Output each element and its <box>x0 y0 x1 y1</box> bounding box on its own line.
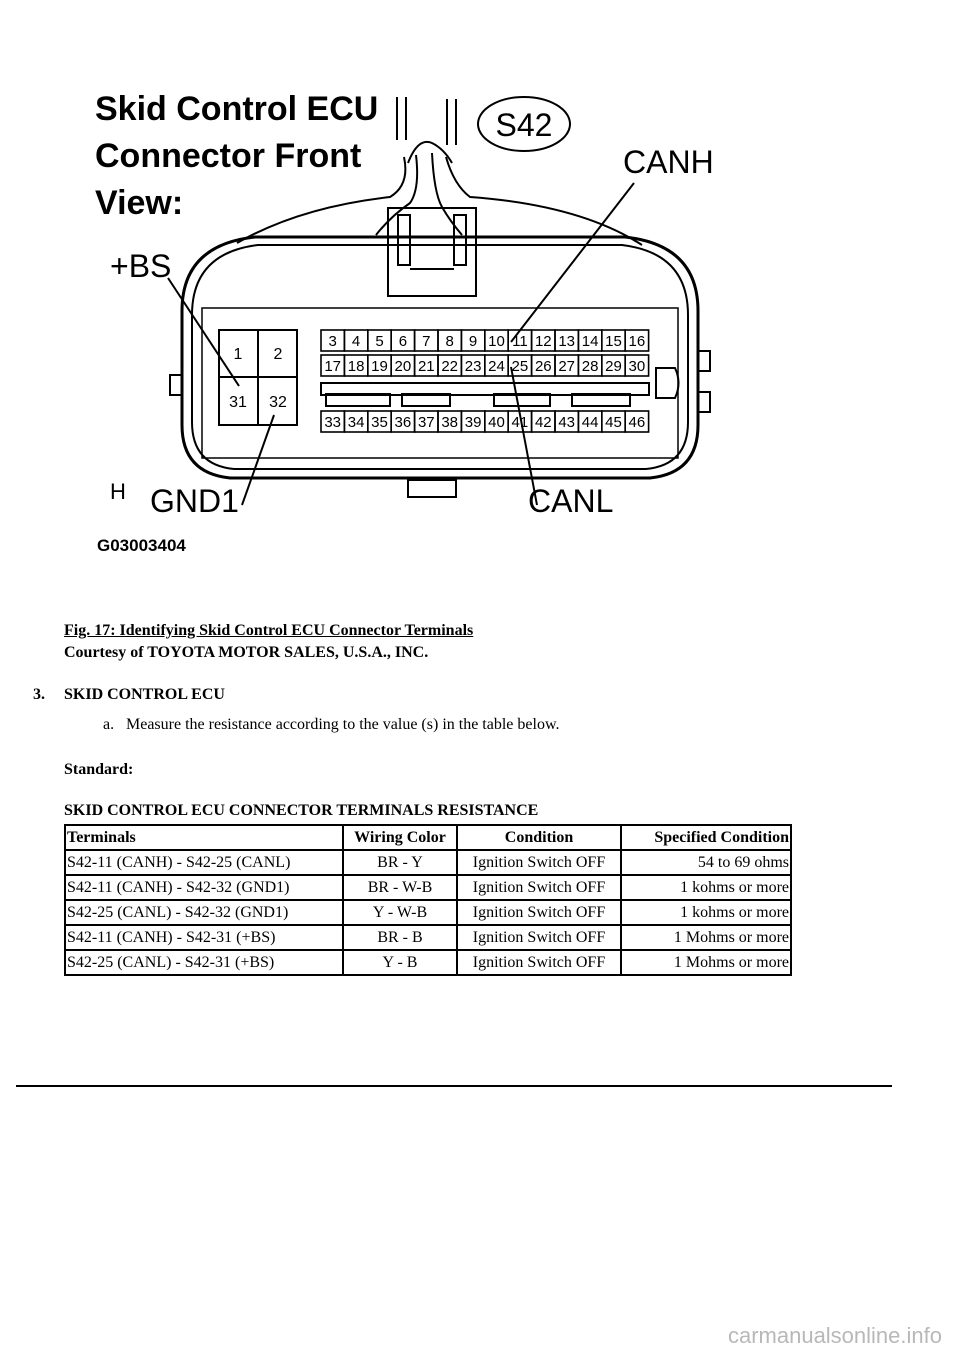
terminal-2: 2 <box>273 346 283 363</box>
terminal-9: 9 <box>468 333 478 350</box>
header-terminals: Terminals <box>65 825 343 850</box>
terminal-1: 1 <box>233 346 243 363</box>
callout-gnd1: GND1 <box>150 483 239 519</box>
cell-wiring-color: Y - W-B <box>343 900 457 925</box>
cell-terminals: S42-25 (CANL) - S42-31 (+BS) <box>65 950 343 975</box>
terminal-30: 30 <box>628 358 646 375</box>
terminal-17: 17 <box>324 358 342 375</box>
terminal-34: 34 <box>347 414 365 431</box>
terminal-35: 35 <box>371 414 388 431</box>
cell-specified-condition: 1 Mohms or more <box>621 925 791 950</box>
table-row <box>65 850 791 875</box>
diagram-title-line-3: View: <box>95 184 184 222</box>
bottom-divider <box>16 1085 892 1087</box>
table-header-row <box>65 825 791 850</box>
terminal-8: 8 <box>445 333 454 350</box>
terminal-22: 22 <box>441 358 459 375</box>
cell-terminals: S42-11 (CANH) - S42-31 (+BS) <box>65 925 343 950</box>
graphic-code: G03003404 <box>97 536 186 555</box>
big-terminal-block <box>219 330 297 425</box>
terminal-37: 37 <box>417 414 435 431</box>
terminal-4: 4 <box>351 333 361 350</box>
terminal-46: 46 <box>628 414 646 431</box>
terminal-27: 27 <box>558 358 576 375</box>
table-row <box>65 925 791 950</box>
connector-id-label: S42 <box>495 107 553 143</box>
terminal-25: 25 <box>511 358 529 375</box>
terminal-6: 6 <box>398 333 408 350</box>
cell-wiring-color: BR - Y <box>343 850 457 875</box>
terminal-7: 7 <box>422 333 431 350</box>
terminal-43: 43 <box>558 414 576 431</box>
cell-specified-condition: 54 to 69 ohms <box>621 850 791 875</box>
substep-text: Measure the resistance according to the value (s) in the table below. <box>126 716 560 733</box>
terminal-20: 20 <box>394 358 412 375</box>
substep-label: a. <box>103 716 115 733</box>
terminal-31: 31 <box>229 394 247 411</box>
header-specified-condition: Specified Condition <box>621 825 791 850</box>
terminal-39: 39 <box>464 414 482 431</box>
cell-condition: Ignition Switch OFF <box>457 875 621 900</box>
terminal-36: 36 <box>394 414 412 431</box>
connector-diagram <box>90 85 730 565</box>
terminal-21: 21 <box>417 358 435 375</box>
terminal-32: 32 <box>269 394 287 411</box>
terminal-row-lower <box>321 411 649 432</box>
callout-bs: +BS <box>110 248 172 284</box>
terminal-3: 3 <box>328 333 337 350</box>
h-mark: H <box>110 479 126 504</box>
cell-condition: Ignition Switch OFF <box>457 850 621 875</box>
cell-specified-condition: 1 Mohms or more <box>621 950 791 975</box>
watermark: carmanualsonline.info <box>727 1323 942 1348</box>
table-title: SKID CONTROL ECU CONNECTOR TERMINALS RESISTANCE <box>64 802 539 819</box>
terminal-10: 10 <box>488 333 505 350</box>
terminal-16: 16 <box>628 333 646 350</box>
terminal-44: 44 <box>581 414 599 431</box>
terminal-19: 19 <box>371 358 388 375</box>
cell-specified-condition: 1 kohms or more <box>621 875 791 900</box>
cell-wiring-color: Y - B <box>343 950 457 975</box>
table-row <box>65 950 791 975</box>
terminal-row-upper <box>321 330 649 351</box>
table-row <box>65 875 791 900</box>
terminal-5: 5 <box>375 333 384 350</box>
cell-condition: Ignition Switch OFF <box>457 925 621 950</box>
terminal-26: 26 <box>534 358 552 375</box>
connector-housing <box>170 208 710 497</box>
cell-terminals: S42-25 (CANL) - S42-32 (GND1) <box>65 900 343 925</box>
header-condition: Condition <box>457 825 621 850</box>
terminal-row-slots <box>321 383 649 406</box>
cell-condition: Ignition Switch OFF <box>457 950 621 975</box>
step-title: SKID CONTROL ECU <box>64 686 225 703</box>
terminal-18: 18 <box>347 358 365 375</box>
terminal-45: 45 <box>605 414 622 431</box>
terminal-13: 13 <box>558 333 576 350</box>
figure-caption-title: Fig. 17: Identifying Skid Control ECU Connector Terminals <box>64 622 474 639</box>
terminal-33: 33 <box>324 414 342 431</box>
step-number: 3. <box>33 686 45 703</box>
figure-caption <box>64 620 473 664</box>
callout-canl: CANL <box>528 483 614 519</box>
table-row <box>65 900 791 925</box>
header-wiring-color: Wiring Color <box>343 825 457 850</box>
terminal-12: 12 <box>534 333 552 350</box>
terminal-29: 29 <box>605 358 622 375</box>
terminal-40: 40 <box>488 414 505 431</box>
substep-a <box>103 716 559 734</box>
resistance-table <box>64 824 792 976</box>
terminal-28: 28 <box>581 358 599 375</box>
cell-wiring-color: BR - W-B <box>343 875 457 900</box>
terminal-38: 38 <box>441 414 459 431</box>
terminal-15: 15 <box>605 333 622 350</box>
diagram-title-line-2: Connector Front <box>95 137 362 175</box>
terminal-11: 11 <box>512 333 528 350</box>
terminal-41: 41 <box>511 414 529 431</box>
cell-wiring-color: BR - B <box>343 925 457 950</box>
cell-terminals: S42-11 (CANH) - S42-25 (CANL) <box>65 850 343 875</box>
cell-specified-condition: 1 kohms or more <box>621 900 791 925</box>
terminal-23: 23 <box>464 358 482 375</box>
callout-canh: CANH <box>623 144 714 180</box>
diagram-title-line-1: Skid Control ECU <box>95 90 379 128</box>
terminal-14: 14 <box>581 333 599 350</box>
terminal-row-middle <box>321 355 649 376</box>
figure-caption-courtesy: Courtesy of TOYOTA MOTOR SALES, U.S.A., INC. <box>64 644 429 661</box>
standard-label: Standard: <box>64 761 134 778</box>
terminal-42: 42 <box>534 414 552 431</box>
cell-condition: Ignition Switch OFF <box>457 900 621 925</box>
step-heading <box>33 686 225 704</box>
terminal-24: 24 <box>488 358 505 375</box>
cell-terminals: S42-11 (CANH) - S42-32 (GND1) <box>65 875 343 900</box>
